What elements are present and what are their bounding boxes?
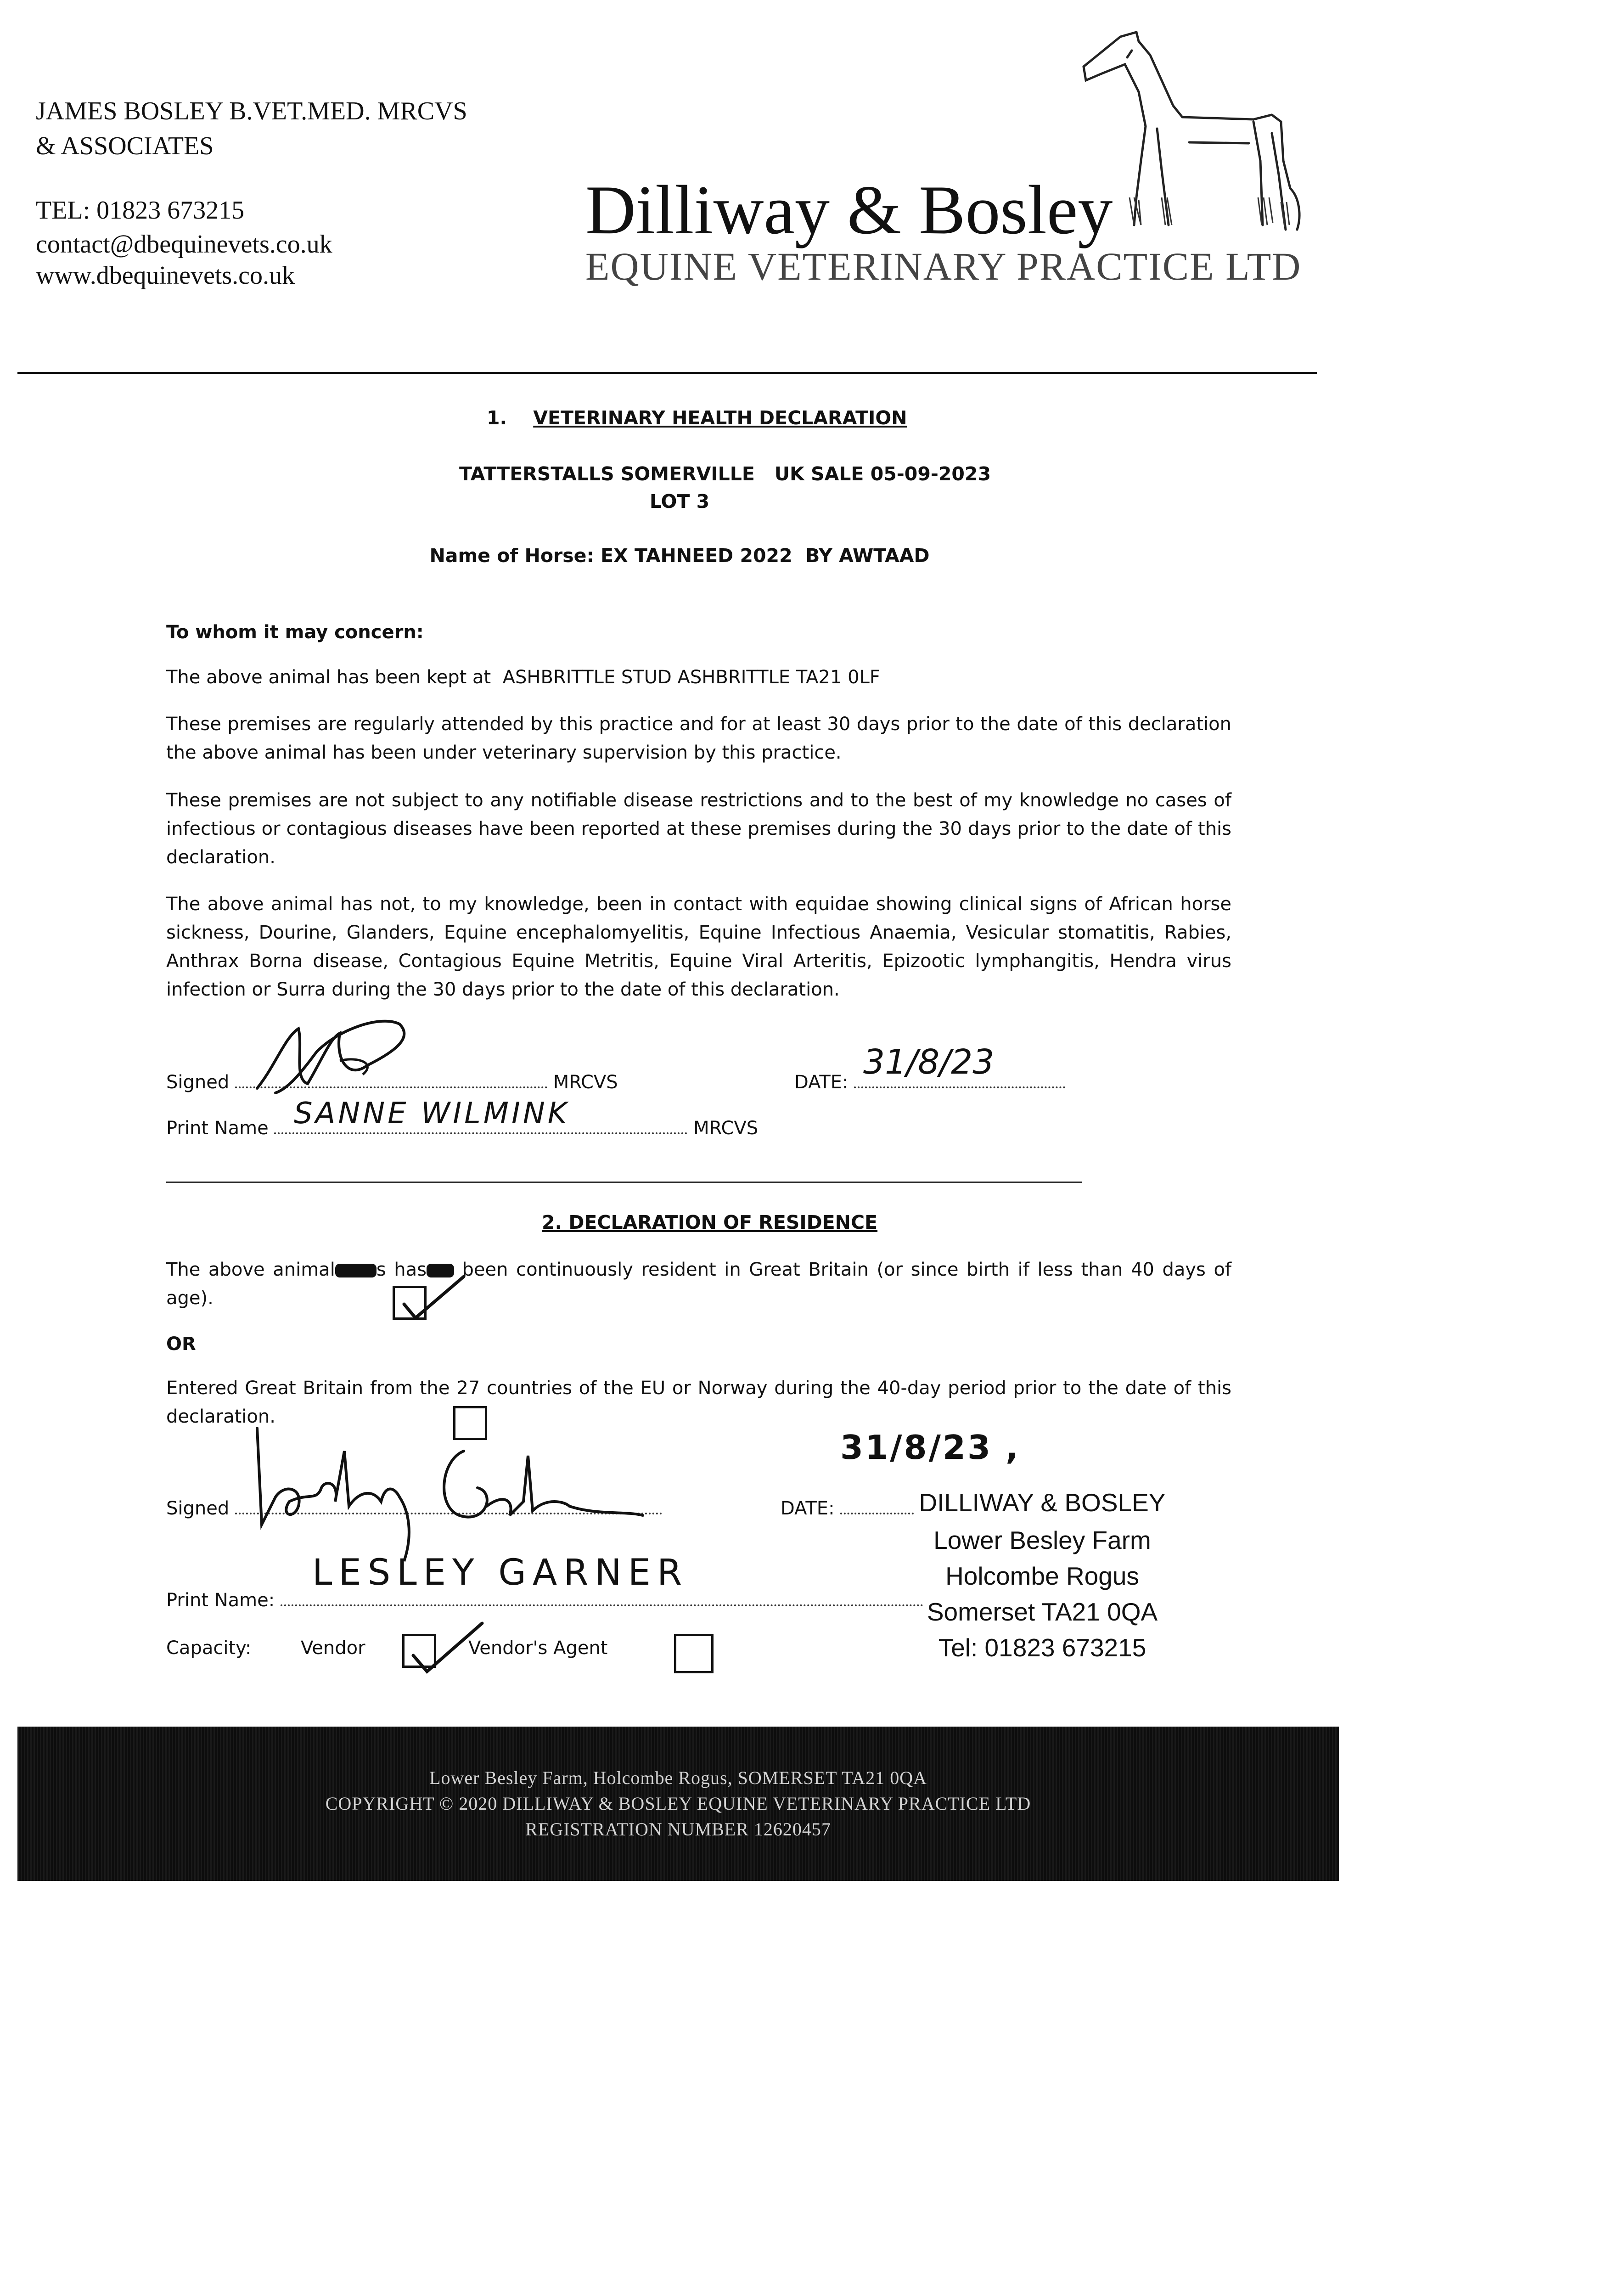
residence-paragraph xyxy=(166,1255,1231,1312)
section1-title: VETERINARY HEALTH DECLARATION xyxy=(533,407,907,429)
vet-print-mrcvs-label: MRCVS xyxy=(693,1118,759,1139)
vendor-date-label: DATE: xyxy=(781,1498,835,1519)
horse-label: Name of Horse: xyxy=(429,545,594,567)
resident-tick-icon xyxy=(395,1272,468,1327)
kept-at-line xyxy=(166,663,1231,692)
stamp-county: Somerset TA21 0QA xyxy=(927,1598,1158,1626)
greeting: To whom it may concern: xyxy=(166,622,424,643)
residence-text-c: been continuously resident in Great Britain (or since birth if less than 40 days of age). xyxy=(166,1259,1231,1309)
entered-paragraph: Entered Great Britain from the 27 countries of the EU or Norway during the 40-day period prior to the date of this declaration. xyxy=(166,1378,1231,1427)
practice-email: contact@dbequinevets.co.uk xyxy=(36,230,332,259)
practice-website: www.dbequinevets.co.uk xyxy=(36,261,295,290)
vendor-date-row xyxy=(781,1498,914,1519)
vet-date-line xyxy=(854,1086,1065,1088)
residence-text-b: s has xyxy=(376,1259,427,1280)
capacity-label: Capacity: xyxy=(166,1638,252,1659)
contact-paragraph: The above animal has not, to my knowledge, been in contact with equidae showing clinical signs of African horse sickness, Dourine, Glanders, Equine encephalomyelitis, Equine Infectious Anaemia, Vesicular stomatitis, Rabies, Anthrax Borna disease, Contagious Equine Metritis, Equine Viral Arteritis, Epizootic lymphangitis, Hendra virus infection or Surra during the 30 days prior to the date of this declaration. xyxy=(166,894,1231,1000)
vendor-date-line xyxy=(840,1513,914,1514)
kept-at-premises: ASHBRITTLE STUD ASHBRITTLE TA21 0LF xyxy=(502,667,880,688)
supervision-paragraph: These premises are regularly attended by this practice and for at least 30 days prior to the date of this declaration the above animal has been under veterinary supervision by this practice. xyxy=(166,714,1231,763)
vendor-date-value: 31/8/23 , xyxy=(840,1428,1020,1467)
practice-owner: JAMES BOSLEY B.VET.MED. MRCVS xyxy=(36,97,467,125)
vet-signature xyxy=(248,1010,422,1102)
vendor-signature xyxy=(248,1424,661,1570)
section2-title: 2. DECLARATION OF RESIDENCE xyxy=(542,1211,878,1233)
footer-registration: REGISTRATION NUMBER 12620457 xyxy=(525,1819,831,1840)
vendor-print-name-value: LESLEY GARNER xyxy=(312,1552,689,1593)
vet-date-label: DATE: xyxy=(794,1072,849,1093)
vendor-option-label: Vendor xyxy=(301,1638,365,1659)
stamp-name: DILLIWAY & BOSLEY xyxy=(919,1488,1166,1517)
residence-text-a: The above animal xyxy=(166,1259,335,1280)
header-divider xyxy=(17,372,1317,374)
lot-line: LOT 3 xyxy=(649,490,710,512)
vet-date-value: 31/8/23 xyxy=(863,1042,995,1082)
practice-phone: TEL: 01823 673215 xyxy=(36,196,245,225)
section1-heading xyxy=(487,407,907,429)
stamp-farm: Lower Besley Farm xyxy=(933,1526,1151,1554)
vendor-print-name-label: Print Name: xyxy=(166,1590,275,1611)
vet-print-name-label: Print Name xyxy=(166,1118,269,1139)
vendor-signed-label: Signed xyxy=(166,1498,230,1519)
footer-copyright: COPYRIGHT © 2020 DILLIWAY & BOSLEY EQUINE VETERINARY PRACTICE LTD xyxy=(325,1793,1031,1814)
horse-name: EX TAHNEED 2022 BY AWTAAD xyxy=(601,545,930,567)
vendor-agent-checkbox[interactable] xyxy=(674,1634,714,1673)
scribble-1 xyxy=(335,1264,376,1277)
sale-line: TATTERSTALLS SOMERVILLE UK SALE 05-09-2023 xyxy=(459,463,991,485)
or-label: OR xyxy=(166,1334,196,1355)
vet-mrcvs-label: MRCVS xyxy=(553,1072,618,1093)
vendor-print-name-line xyxy=(281,1604,923,1606)
kept-at-label: The above animal has been kept at xyxy=(166,667,491,688)
horse-line xyxy=(413,545,946,567)
stamp-village: Holcombe Rogus xyxy=(945,1562,1139,1590)
stamp-phone: Tel: 01823 673215 xyxy=(938,1633,1146,1662)
footer-address: Lower Besley Farm, Holcombe Rogus, SOMERSET TA21 0QA xyxy=(429,1767,927,1788)
vet-print-name-value: SANNE WILMINK xyxy=(294,1097,570,1131)
practice-associates: & ASSOCIATES xyxy=(36,132,214,160)
section1-number: 1. xyxy=(487,407,507,429)
vendor-agent-option-label: Vendor's Agent xyxy=(468,1638,608,1659)
restrictions-paragraph: These premises are not subject to any notifiable disease restrictions and to the best of my knowledge no cases of infectious or contagious diseases have been reported at these premises during the 30 days prior to the date of this declaration. xyxy=(166,790,1231,868)
brand-name: Dilliway & Bosley xyxy=(585,171,1113,248)
vet-print-name-line xyxy=(274,1132,687,1134)
vet-signed-label: Signed xyxy=(166,1072,230,1093)
section-divider xyxy=(166,1182,1082,1183)
brand-subtitle: EQUINE VETERINARY PRACTICE LTD xyxy=(585,244,1302,288)
